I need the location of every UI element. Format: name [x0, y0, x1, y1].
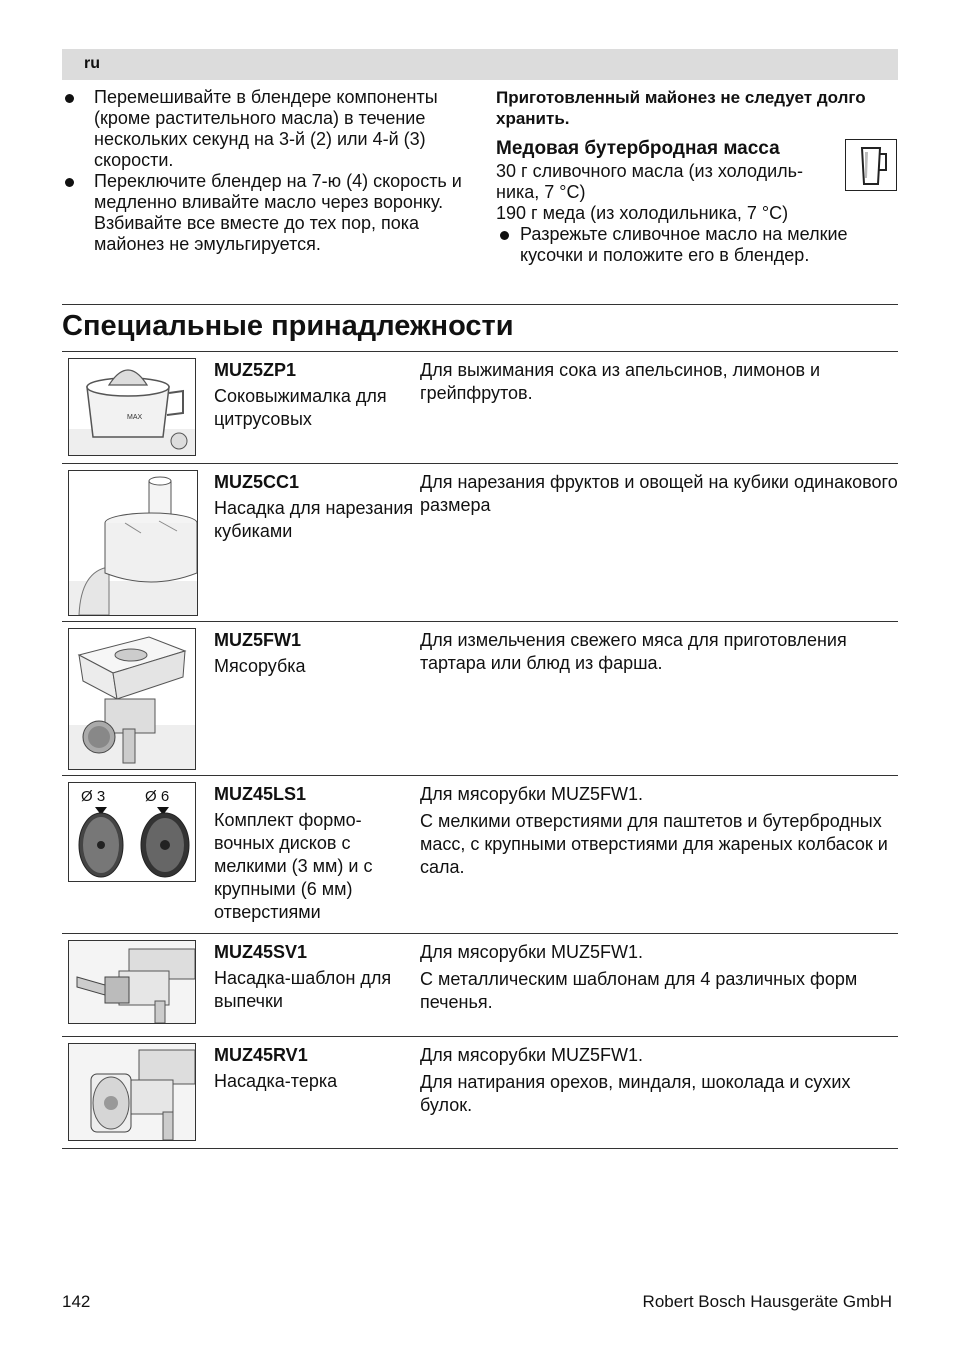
table-row [62, 351, 898, 463]
description-text: Для мясорубки MUZ5FW1. [420, 1045, 644, 1065]
table-row [62, 933, 898, 1036]
instruction-text: Переключите блендер на 7-ю (4) скорость и медленно вливайте масло через воронку. Взбивайте все вместе до тех пор, пока майонез не эмульгируется. [94, 171, 462, 254]
ingredient-line: 190 г меда (из холодильника, 7 °C) [496, 203, 789, 223]
section-title: Специальные принадлежности [62, 310, 514, 342]
accessory-name-block [214, 471, 414, 543]
accessory-name: Мясорубка [214, 656, 306, 676]
table-row [62, 621, 898, 775]
bullet-icon [500, 231, 509, 240]
cookie-attachment-image [68, 940, 196, 1024]
bullet-icon [65, 178, 74, 187]
instruction-text: Разрежьте сливочное масло на мелкие кусочки и положите его в блендер. [520, 224, 848, 265]
bullet-icon [65, 94, 74, 103]
list-item [62, 87, 462, 171]
accessory-name: Соковыжималка для цитрусовых [214, 386, 387, 429]
instruction-text: Перемешивайте в блендере компоненты (кроме растительного масла) в течение нескольких секунд на 3-й (2) или 4-й (3) скорости. [94, 87, 438, 170]
table-row [62, 1036, 898, 1148]
description-text: С металлическим шаблонам для 4 различных форм печенья. [420, 969, 858, 1012]
left-column [62, 87, 462, 255]
list-item [496, 224, 898, 266]
accessory-name: Насадка-шаблон для выпечки [214, 968, 392, 1011]
max-marking: MAX [127, 414, 143, 421]
blender-jug-icon [845, 139, 897, 191]
grater-attachment-image [68, 1043, 196, 1141]
section-divider [62, 304, 898, 305]
list-item [62, 171, 462, 255]
disc-size-label: Ø 6 [145, 788, 170, 805]
accessory-description [420, 1044, 898, 1121]
meat-grinder-image [68, 628, 196, 770]
accessory-name-block [214, 783, 414, 924]
storage-warning: Приготовленный майонез не следует долго хранить. [496, 88, 866, 128]
right-column [496, 87, 898, 266]
description-text: Для измельчения свежего мяса для приготовления тартара или блюд из фарша. [420, 630, 847, 673]
accessory-description [420, 941, 898, 1018]
language-code: ru [84, 55, 100, 72]
language-header-bar [62, 49, 898, 80]
accessory-name: Насадка-терка [214, 1071, 338, 1091]
grinder-discs-image [68, 782, 196, 882]
accessory-name-block [214, 359, 414, 431]
accessory-code: MUZ45SV1 [214, 942, 308, 962]
dicer-attachment-image [68, 470, 198, 616]
accessory-name-block [214, 941, 414, 1013]
accessory-code: MUZ5FW1 [214, 630, 301, 650]
accessory-code: MUZ5ZP1 [214, 360, 297, 380]
description-text: Для мясорубки MUZ5FW1. [420, 942, 644, 962]
table-divider [62, 1148, 898, 1149]
ingredient-line: 30 г сливочного масла (из холодиль- ника, 7 °C) [496, 161, 804, 202]
description-text: Для мясорубки MUZ5FW1. [420, 784, 644, 804]
accessory-code: MUZ45LS1 [214, 784, 307, 804]
accessory-code: MUZ5CC1 [214, 472, 300, 492]
description-text: Для натирания орехов, миндаля, шоколада и сухих булок. [420, 1072, 851, 1115]
page-number: 142 [62, 1292, 91, 1311]
accessory-description [420, 783, 898, 883]
accessory-description [420, 629, 898, 679]
table-row [62, 775, 898, 933]
disc-size-label: Ø 3 [81, 788, 106, 805]
accessory-description [420, 471, 898, 521]
citrus-press-image [68, 358, 196, 456]
recipe-title: Медовая бутербродная масса [496, 138, 780, 159]
description-text: Для нарезания фруктов и овощей на кубики одинакового размера [420, 472, 898, 515]
description-text: С мелкими отверстиями для паштетов и бутербродных масс, с крупными отверстиями для жареных колбасок и сала. [420, 811, 888, 877]
company-name: Robert Bosch Hausgeräte GmbH [642, 1292, 892, 1311]
accessory-name: Комплект формо- вочных дисков с мелкими (3 мм) и с крупными (6 мм) отверстиями [214, 810, 373, 922]
accessory-name-block [214, 629, 414, 678]
description-text: Для выжимания сока из апельсинов, лимонов и грейпфрутов. [420, 360, 821, 403]
accessory-code: MUZ45RV1 [214, 1045, 308, 1065]
accessory-description [420, 359, 898, 409]
table-row [62, 463, 898, 621]
accessory-name: Насадка для нарезания кубиками [214, 498, 414, 541]
accessory-name-block [214, 1044, 414, 1093]
